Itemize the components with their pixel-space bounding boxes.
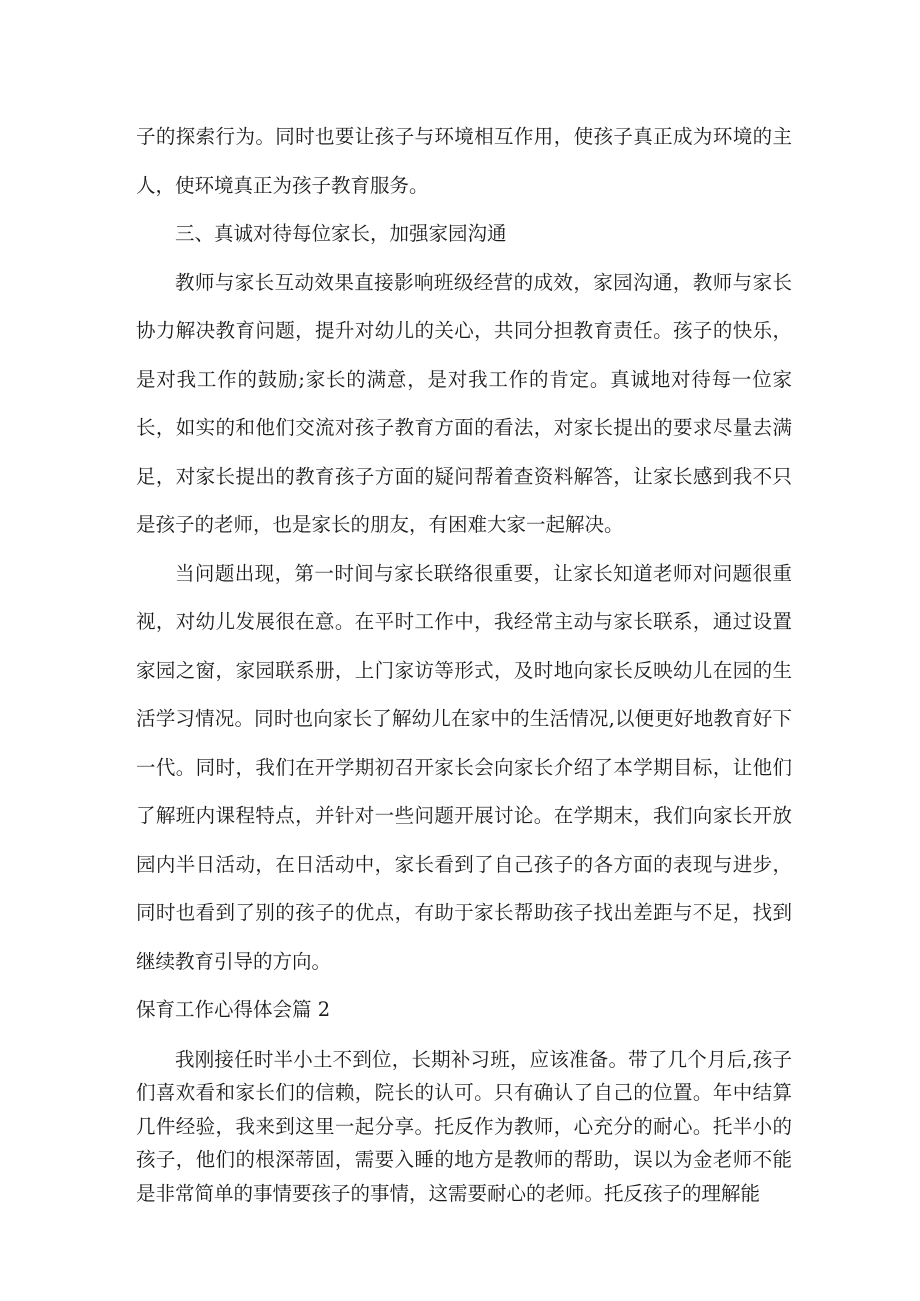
paragraph-continuation: 子的探索行为。同时也要让孩子与环境相互作用，使孩子真正成为环境的主人，使环境真正为孩子教育服务。	[136, 125, 792, 197]
section-heading-three: 三、真诚对待每位家长，加强家园沟通	[175, 222, 507, 245]
paragraph-parent-communication: 教师与家长互动效果直接影响班级经营的成效，家园沟通，教师与家长协力解决教育问题，提升对幼儿的关心，共同分担教育责任。孩子的快乐，是对我工作的鼓励;家长的满意，是对我工作的肯定。真诚地对待每一位家长，如实的和他们交流对孩子教育方面的看法，对家长提出的要求尽量去满足，对家长提出的教育孩子方面的疑问帮着查资料解答，让家长感到我不只是孩子的老师，也是家长的朋友，有困难大家一起解决。	[136, 270, 792, 536]
article-title: 保育工作心得体会篇 2	[136, 998, 331, 1021]
paragraph-experience: 我刚接任时半小土不到位，长期补习班，应该准备。带了几个月后,孩子们喜欢看和家长们的信赖，院长的认可。只有确认了自己的位置。年中结算几件经验，我来到这里一起分享。托反作为教师，心充分的耐心。托半小的孩子，他们的根深蒂固，需要入睡的地方是教师的帮助，误以为金老师不能是非常简单的事情要孩子的事情，这需要耐心的老师。托反孩子的理解能	[136, 1047, 792, 1205]
document-page	[136, 113, 792, 1210]
paragraph-problem-handling: 当问题出现，第一时间与家长联络很重要，让家长知道老师对问题很重视，对幼儿发展很在意。在平时工作中，我经常主动与家长联系，通过设置家园之窗，家园联系册，上门家访等形式，及时地向家长反映幼儿在园的生活学习情况。同时也向家长了解幼儿在家中的生活情况,以便更好地教育好下一代。同时，我们在开学期初召开家长会向家长介绍了本学期目标，让他们了解班内课程特点，并针对一些问题开展讨论。在学期末，我们向家长开放园内半日活动，在日活动中，家长看到了自己孩子的各方面的表现与进步，同时也看到了别的孩子的优点，有助于家长帮助孩子找出差距与不足，找到继续教育引导的方向。	[136, 561, 792, 973]
